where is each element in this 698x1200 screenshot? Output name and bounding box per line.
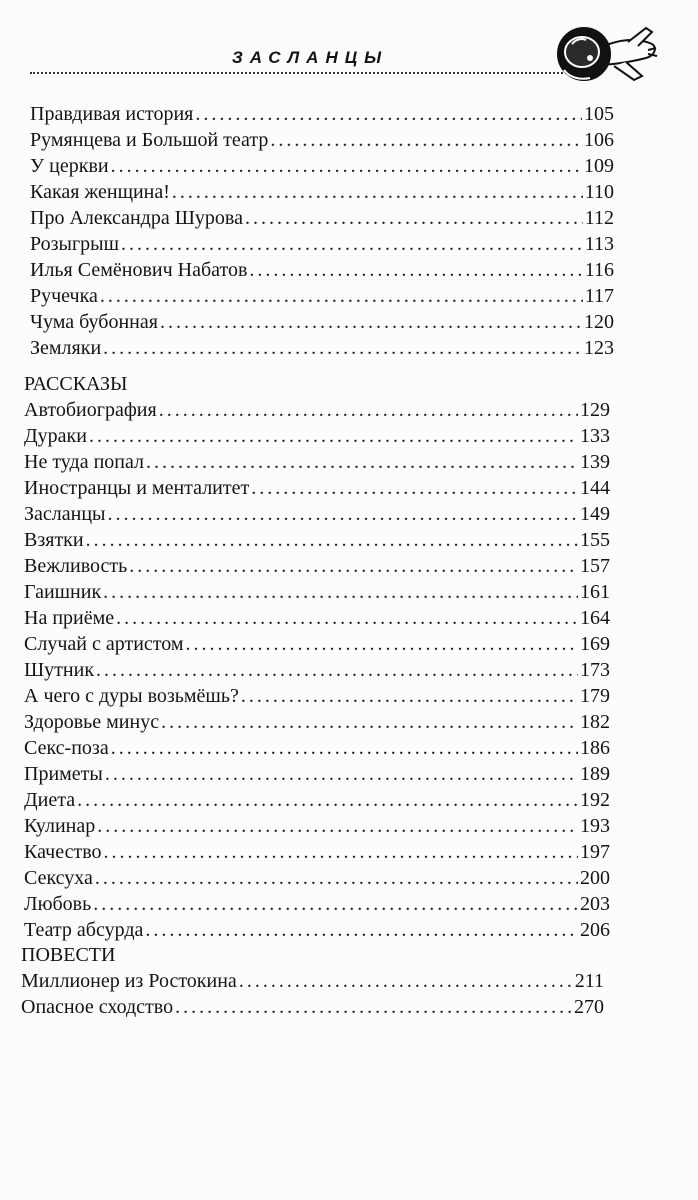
- toc-entry-title: Гаишник: [24, 581, 102, 603]
- toc-entry-title: Здоровье минус: [24, 711, 160, 733]
- dot-leader: [121, 231, 583, 257]
- toc-entry-title: Любовь: [24, 893, 92, 915]
- toc-entry-page: 164: [580, 607, 610, 629]
- toc-entry[interactable]: [24, 449, 610, 475]
- dot-leader: [186, 631, 578, 657]
- toc-entry[interactable]: [24, 891, 610, 917]
- toc-entry-page: 105: [584, 103, 614, 125]
- toc-entry-title: Приметы: [24, 763, 103, 785]
- toc-entry[interactable]: [30, 309, 614, 335]
- toc-entry[interactable]: [30, 231, 614, 257]
- running-header-title: ЗАСЛАНЦЫ: [231, 48, 389, 67]
- toc-entry-page: 123: [584, 337, 614, 359]
- toc-entry-page: 113: [584, 233, 614, 255]
- toc-entry[interactable]: [30, 179, 614, 205]
- toc-entry[interactable]: [24, 631, 610, 657]
- toc-entry[interactable]: [24, 735, 610, 761]
- running-header: [30, 40, 590, 80]
- toc-entry-page: 211: [574, 970, 604, 992]
- toc-entry[interactable]: [24, 683, 610, 709]
- toc-entry-title: Правдивая история: [30, 103, 194, 125]
- toc-entry[interactable]: [30, 335, 614, 361]
- section-heading: ПОВЕСТИ: [21, 944, 116, 966]
- dot-leader: [111, 735, 578, 761]
- dot-leader: [111, 153, 582, 179]
- dot-leader: [161, 709, 578, 735]
- dot-leader: [93, 891, 578, 917]
- dot-leader: [95, 865, 578, 891]
- toc-entry-page: 179: [580, 685, 610, 707]
- dot-leader: [116, 605, 578, 631]
- toc-entry-title: Про Александра Шурова: [30, 207, 243, 229]
- dot-leader: [172, 179, 583, 205]
- toc-entry-page: 120: [584, 311, 614, 333]
- toc-entry-page: 203: [580, 893, 610, 915]
- toc-entry[interactable]: [30, 153, 614, 179]
- toc-entry-title: Взятки: [24, 529, 84, 551]
- dot-leader: [97, 813, 578, 839]
- dot-leader: [104, 839, 578, 865]
- dot-leader: [160, 309, 582, 335]
- toc-entry[interactable]: [24, 605, 610, 631]
- dot-leader: [159, 397, 578, 423]
- astronaut-emblem-icon: [550, 22, 660, 86]
- toc-entry[interactable]: [24, 579, 610, 605]
- toc-entry-page: 161: [580, 581, 610, 603]
- toc-entry-page: 155: [580, 529, 610, 551]
- dot-leader: [175, 994, 572, 1020]
- dot-leader: [195, 101, 582, 127]
- toc-entry[interactable]: [24, 657, 610, 683]
- dot-leader: [241, 683, 578, 709]
- dot-leader: [100, 283, 583, 309]
- toc-entry-title: Не туда попал: [24, 451, 145, 473]
- toc-entry-page: 144: [580, 477, 610, 499]
- toc-entry[interactable]: [24, 475, 610, 501]
- toc-entry[interactable]: [24, 423, 610, 449]
- toc-entry-page: 270: [574, 996, 604, 1018]
- dot-leader: [146, 449, 578, 475]
- toc-entry[interactable]: [30, 205, 614, 231]
- toc-entry-title: Земляки: [30, 337, 102, 359]
- toc-entry-page: 169: [580, 633, 610, 655]
- toc-entry[interactable]: [24, 709, 610, 735]
- toc-entry-page: 197: [580, 841, 610, 863]
- toc-entry[interactable]: [30, 257, 614, 283]
- dot-leader: [103, 335, 582, 361]
- toc-entry[interactable]: [24, 501, 610, 527]
- toc-entry-page: 193: [580, 815, 610, 837]
- toc-entry-title: Засланцы: [24, 503, 106, 525]
- toc-entry-page: 139: [580, 451, 610, 473]
- toc-entry-page: 173: [580, 659, 610, 681]
- toc-entry-title: Случай с артистом: [24, 633, 184, 655]
- toc-entry-title: Вежливость: [24, 555, 128, 577]
- toc-entry-page: 117: [584, 285, 614, 307]
- toc-entry-title: Качество: [24, 841, 102, 863]
- toc-entry-page: 133: [580, 425, 610, 447]
- toc-entry-title: Диета: [24, 789, 76, 811]
- toc-entry-title: Сексуха: [24, 867, 93, 889]
- toc-entry[interactable]: [24, 917, 610, 943]
- dot-leader: [107, 501, 578, 527]
- toc-entry-title: Театр абсурда: [24, 919, 144, 941]
- toc-entry[interactable]: [24, 787, 610, 813]
- toc-entry-title: Ручечка: [30, 285, 98, 307]
- toc-entry-page: 109: [584, 155, 614, 177]
- toc-entry-page: 106: [584, 129, 614, 151]
- toc-entry-page: 129: [580, 399, 610, 421]
- toc-entry[interactable]: [30, 283, 614, 309]
- toc-section-stories: [0, 371, 610, 943]
- toc-entry[interactable]: [24, 865, 610, 891]
- toc-entry-title: Кулинар: [24, 815, 96, 837]
- toc-entry-title: Автобиография: [24, 399, 157, 421]
- dot-leader: [89, 423, 578, 449]
- dot-leader: [270, 127, 582, 153]
- toc-entry-title: Дураки: [24, 425, 87, 447]
- toc-entry[interactable]: [30, 101, 614, 127]
- dot-leader: [145, 917, 578, 943]
- toc-entry-page: 189: [580, 763, 610, 785]
- toc-entry-title: Миллионер из Ростокина: [21, 970, 237, 992]
- toc-entry-page: 192: [580, 789, 610, 811]
- toc-entry-page: 206: [580, 919, 610, 941]
- dot-leader: [129, 553, 578, 579]
- toc-entry[interactable]: [30, 127, 614, 153]
- toc-entry-page: 112: [584, 207, 614, 229]
- toc-entry-title: Иностранцы и менталитет: [24, 477, 250, 499]
- toc-entry-title: На приёме: [24, 607, 115, 629]
- dot-leader: [103, 579, 578, 605]
- toc-entry[interactable]: [24, 527, 610, 553]
- toc-entry[interactable]: [21, 968, 604, 994]
- toc-section-unnamed: [0, 101, 614, 361]
- toc-entry-page: 157: [580, 555, 610, 577]
- header-dotted-rule: [30, 72, 590, 74]
- dot-leader: [249, 257, 582, 283]
- toc-entry-title: Розыгрыш: [30, 233, 120, 255]
- toc-entry-title: Чума бубонная: [30, 311, 158, 333]
- toc-entry[interactable]: [24, 761, 610, 787]
- toc-entry-page: 200: [580, 867, 610, 889]
- dot-leader: [239, 968, 573, 994]
- toc-entry-title: Секс-поза: [24, 737, 109, 759]
- toc-entry-page: 186: [580, 737, 610, 759]
- dot-leader: [77, 787, 578, 813]
- dot-leader: [245, 205, 583, 231]
- toc-entry-title: А чего с дуры возьмёшь?: [24, 685, 239, 707]
- dot-leader: [86, 527, 578, 553]
- toc-entry-title: Шутник: [24, 659, 95, 681]
- toc-entry[interactable]: [24, 553, 610, 579]
- toc-entry-title: Илья Семёнович Набатов: [30, 259, 248, 281]
- dot-leader: [96, 657, 578, 683]
- dot-leader: [105, 761, 578, 787]
- dot-leader: [251, 475, 578, 501]
- toc-entry[interactable]: [21, 994, 604, 1020]
- toc-entry[interactable]: [24, 397, 610, 423]
- toc-entry[interactable]: [24, 839, 610, 865]
- toc-entry-page: 182: [580, 711, 610, 733]
- toc-entry-title: У церкви: [30, 155, 109, 177]
- section-heading: РАССКАЗЫ: [24, 373, 128, 395]
- toc-entry-title: Какая женщина!: [30, 181, 170, 203]
- toc-entry-page: 116: [584, 259, 614, 281]
- toc-entry-page: 149: [580, 503, 610, 525]
- toc-section-novellas: [0, 942, 604, 1020]
- toc-entry[interactable]: [24, 813, 610, 839]
- toc-entry-title: Румянцева и Большой театр: [30, 129, 269, 151]
- toc-entry-page: 110: [584, 181, 614, 203]
- toc-entry-title: Опасное сходство: [21, 996, 174, 1018]
